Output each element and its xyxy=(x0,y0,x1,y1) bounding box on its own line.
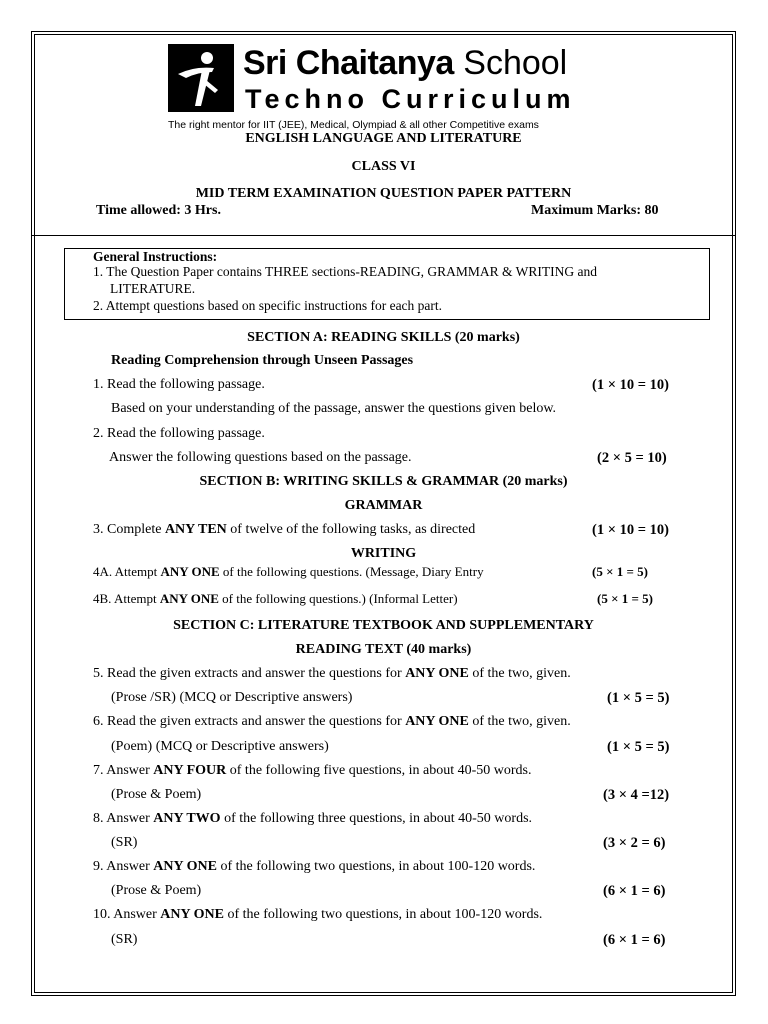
question-9-post: of the following two questions, in about 100-120 words. xyxy=(216,859,536,874)
question-8-post: of the following three questions, in about 40-50 words. xyxy=(220,811,533,826)
question-3-marks: (1 × 10 = 10) xyxy=(592,522,669,538)
question-4a-bold: ANY ONE xyxy=(160,564,220,579)
question-4a xyxy=(93,564,484,580)
question-6-post: of the two, given. xyxy=(468,714,571,729)
school-logo-icon xyxy=(168,44,234,112)
question-8-sub: (SR) xyxy=(111,835,138,850)
question-2: 2. Read the following passage. xyxy=(93,426,265,441)
question-4b-bold: ANY ONE xyxy=(159,591,219,606)
question-8 xyxy=(93,811,532,827)
instruction-1: 1. The Question Paper contains THREE sections-READING, GRAMMAR & WRITING and xyxy=(93,264,597,279)
instructions-heading: General Instructions: xyxy=(93,249,218,264)
question-4b-post: of the following questions.) (Informal Letter) xyxy=(218,591,458,606)
question-6-marks: (1 × 5 = 5) xyxy=(607,739,670,755)
brand-tagline: The right mentor for IIT (JEE), Medical, Olympiad & all other Competitive exams xyxy=(168,119,539,131)
question-10-post: of the following two questions, in about 100-120 words. xyxy=(223,907,543,922)
question-7-sub: (Prose & Poem) xyxy=(111,787,202,802)
question-9 xyxy=(93,859,535,875)
question-3 xyxy=(93,522,475,538)
question-6-bold: ANY ONE xyxy=(405,714,469,729)
question-1: 1. Read the following passage. xyxy=(93,377,265,392)
time-allowed: Time allowed: 3 Hrs. xyxy=(96,203,221,218)
section-a-subtitle: Reading Comprehension through Unseen Passages xyxy=(111,353,414,368)
instruction-1-cont: LITERATURE. xyxy=(110,281,196,296)
question-9-bold: ANY ONE xyxy=(153,859,217,874)
question-7-marks: (3 × 4 =12) xyxy=(603,787,670,803)
question-7 xyxy=(93,763,532,779)
question-1-sub: Based on your understanding of the passage, answer the questions given below. xyxy=(111,401,557,416)
question-9-pre: 9. Answer xyxy=(93,859,154,874)
question-3-pre: 3. Complete xyxy=(93,522,165,537)
section-c-title-cont: READING TEXT (40 marks) xyxy=(295,642,472,657)
question-5-marks: (1 × 5 = 5) xyxy=(607,690,670,706)
question-2-marks: (2 × 5 = 10) xyxy=(597,450,667,466)
question-10-sub: (SR) xyxy=(111,932,138,947)
writing-heading: WRITING xyxy=(350,546,417,561)
question-9-marks: (6 × 1 = 6) xyxy=(603,883,666,899)
question-4a-pre: 4A. Attempt xyxy=(93,564,161,579)
question-7-post: of the following five questions, in about 40-50 words. xyxy=(226,763,532,778)
question-4b-marks: (5 × 1 = 5) xyxy=(597,591,653,606)
question-7-pre: 7. Answer xyxy=(93,763,154,778)
section-a-title: SECTION A: READING SKILLS (20 marks) xyxy=(247,330,520,345)
question-4b xyxy=(93,591,458,607)
brand-name-light: School xyxy=(463,44,568,82)
question-8-pre: 8. Answer xyxy=(93,811,154,826)
question-4a-post: of the following questions. (Message, Diary Entry xyxy=(219,564,484,579)
question-4a-marks: (5 × 1 = 5) xyxy=(592,564,648,579)
grammar-heading: GRAMMAR xyxy=(344,498,423,513)
brand-name-bold: Sri Chaitanya xyxy=(243,44,454,82)
question-6-sub: (Poem) (MCQ or Descriptive answers) xyxy=(111,739,329,754)
question-4b-pre: 4B. Attempt xyxy=(93,591,160,606)
instruction-2: 2. Attempt questions based on specific instructions for each part. xyxy=(93,298,443,313)
section-b-title: SECTION B: WRITING SKILLS & GRAMMAR (20 marks) xyxy=(199,474,568,489)
header-divider xyxy=(32,235,736,236)
question-1-marks: (1 × 10 = 10) xyxy=(592,377,669,393)
subject-title: ENGLISH LANGUAGE AND LITERATURE xyxy=(245,131,522,146)
class-title: CLASS VI xyxy=(351,159,416,174)
brand-line2: Techno Curriculum xyxy=(245,84,576,114)
question-10-pre: 10. Answer xyxy=(93,907,161,922)
question-9-sub: (Prose & Poem) xyxy=(111,883,202,898)
question-3-bold: ANY TEN xyxy=(164,522,227,537)
question-5-bold: ANY ONE xyxy=(405,666,469,681)
question-10 xyxy=(93,907,542,923)
question-10-marks: (6 × 1 = 6) xyxy=(603,932,666,948)
question-7-bold: ANY FOUR xyxy=(153,763,227,778)
max-marks: Maximum Marks: 80 xyxy=(531,203,659,218)
question-5-post: of the two, given. xyxy=(468,666,571,681)
question-6-pre: 6. Read the given extracts and answer the questions for xyxy=(93,714,406,729)
question-8-marks: (3 × 2 = 6) xyxy=(603,835,666,851)
question-6 xyxy=(93,714,571,730)
question-5-sub: (Prose /SR) (MCQ or Descriptive answers) xyxy=(111,690,353,705)
question-10-bold: ANY ONE xyxy=(160,907,224,922)
question-5-pre: 5. Read the given extracts and answer the questions for xyxy=(93,666,406,681)
question-3-post: of twelve of the following tasks, as directed xyxy=(226,522,476,537)
section-c-title: SECTION C: LITERATURE TEXTBOOK AND SUPPLEMENTARY xyxy=(173,618,594,633)
paper-title: MID TERM EXAMINATION QUESTION PAPER PATTERN xyxy=(195,186,572,201)
question-8-bold: ANY TWO xyxy=(153,811,221,826)
question-5 xyxy=(93,666,571,682)
question-2-sub: Answer the following questions based on the passage. xyxy=(109,450,412,465)
